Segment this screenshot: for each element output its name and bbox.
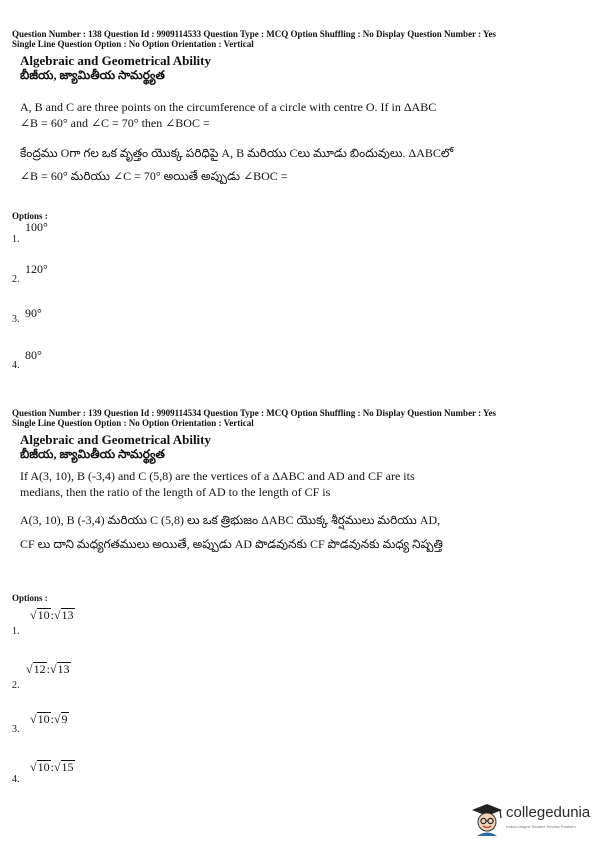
options-list: [12, 220, 584, 380]
sqrt-symbol: √10: [30, 712, 50, 726]
option-number: 2.: [12, 680, 20, 691]
sqrt-symbol: √10: [30, 760, 50, 774]
question-text-te-line2: CF లు దాని మధ్యగతములు అయితే, అప్పుడు AD పొడవునకు CF పొడవునకు మధ్య నిష్పత్తి: [20, 537, 443, 551]
question-meta-line1: Question Number : 139 Question Id : 9909114534 Question Type : MCQ Option Shuffling : No Display Question Number : Yes: [12, 408, 497, 418]
question-text-en-line1: If A(3, 10), B (-3,4) and C (5,8) are the vertices of a ΔABC and AD and CF are its: [20, 469, 415, 483]
question-138: [12, 29, 584, 184]
option-value: 100°: [25, 220, 48, 234]
option-number: 1.: [12, 234, 20, 245]
option-value: √10:√15: [30, 760, 74, 774]
option-value: 120°: [25, 262, 48, 276]
option-number: 3.: [12, 314, 20, 325]
section-title-te: బీజీయ, జ్యామితీయ సామర్థ్యత: [20, 68, 165, 82]
sqrt-symbol: √15: [53, 760, 74, 774]
option-value: 80°: [25, 348, 42, 362]
sqrt-symbol: √9: [53, 712, 68, 726]
option-value: √10:√13: [30, 608, 74, 622]
option-number: 3.: [12, 724, 20, 735]
question-text-en-line2: medians, then the ratio of the length of AD to the length of CF is: [20, 485, 331, 499]
options-list: [12, 608, 584, 788]
sqrt-symbol: √13: [53, 608, 74, 622]
question-text-te-line2: ∠B = 60° మరియు ∠C = 70° అయితే అప్పుడు ∠BOC =: [20, 169, 288, 183]
section-title-en: Algebraic and Geometrical Ability: [20, 53, 212, 68]
question-meta-line2: Single Line Question Option : No Option Orientation : Vertical: [12, 39, 254, 49]
option-number: 2.: [12, 274, 20, 285]
option-number: 4.: [12, 774, 20, 785]
question-text-en-line1: A, B and C are three points on the circumference of a circle with centre O. If in ΔABC: [20, 100, 437, 114]
question-text-te-line1: A(3, 10), B (-3,4) మరియు C (5,8) లు ఒక త్రిభుజం ΔABC యొక్క శీర్షములు మరియు AD,: [20, 513, 441, 527]
options-label: Options :: [12, 211, 48, 221]
question-text-te-line1: కేంద్రము Oగా గల ఒక వృత్తం యొక్క పరిధిపై A, B మరియు Cలు మూడు బిందువులు. ΔABCలో: [20, 146, 454, 160]
sqrt-symbol: √10: [30, 608, 50, 622]
option-number: 4.: [12, 360, 20, 371]
section-title-en: Algebraic and Geometrical Ability: [20, 432, 212, 447]
question-139: [12, 408, 584, 552]
section-title-te: బీజీయ, జ్యామితీయ సామర్థ్యత: [20, 447, 165, 461]
options-label: Options :: [12, 593, 48, 603]
sqrt-symbol: √13: [49, 662, 70, 676]
student-mascot-icon: [470, 802, 504, 838]
logo-wordmark: collegedunia: [506, 804, 591, 821]
option-value: 90°: [25, 306, 42, 320]
option-number: 1.: [12, 626, 20, 637]
option-value: √12:√13: [26, 662, 70, 676]
option-value: √10:√9: [30, 712, 68, 726]
sqrt-symbol: √12: [26, 662, 46, 676]
question-text-en-line2: ∠B = 60° and ∠C = 70° then ∠BOC =: [20, 116, 210, 130]
question-meta-line2: Single Line Question Option : No Option Orientation : Vertical: [12, 418, 254, 428]
collegedunia-logo: [470, 800, 595, 840]
logo-tagline: India's largest Student Review Platform: [506, 824, 576, 829]
question-meta-line1: Question Number : 138 Question Id : 9909114533 Question Type : MCQ Option Shuffling : No Display Question Number : Yes: [12, 29, 497, 39]
